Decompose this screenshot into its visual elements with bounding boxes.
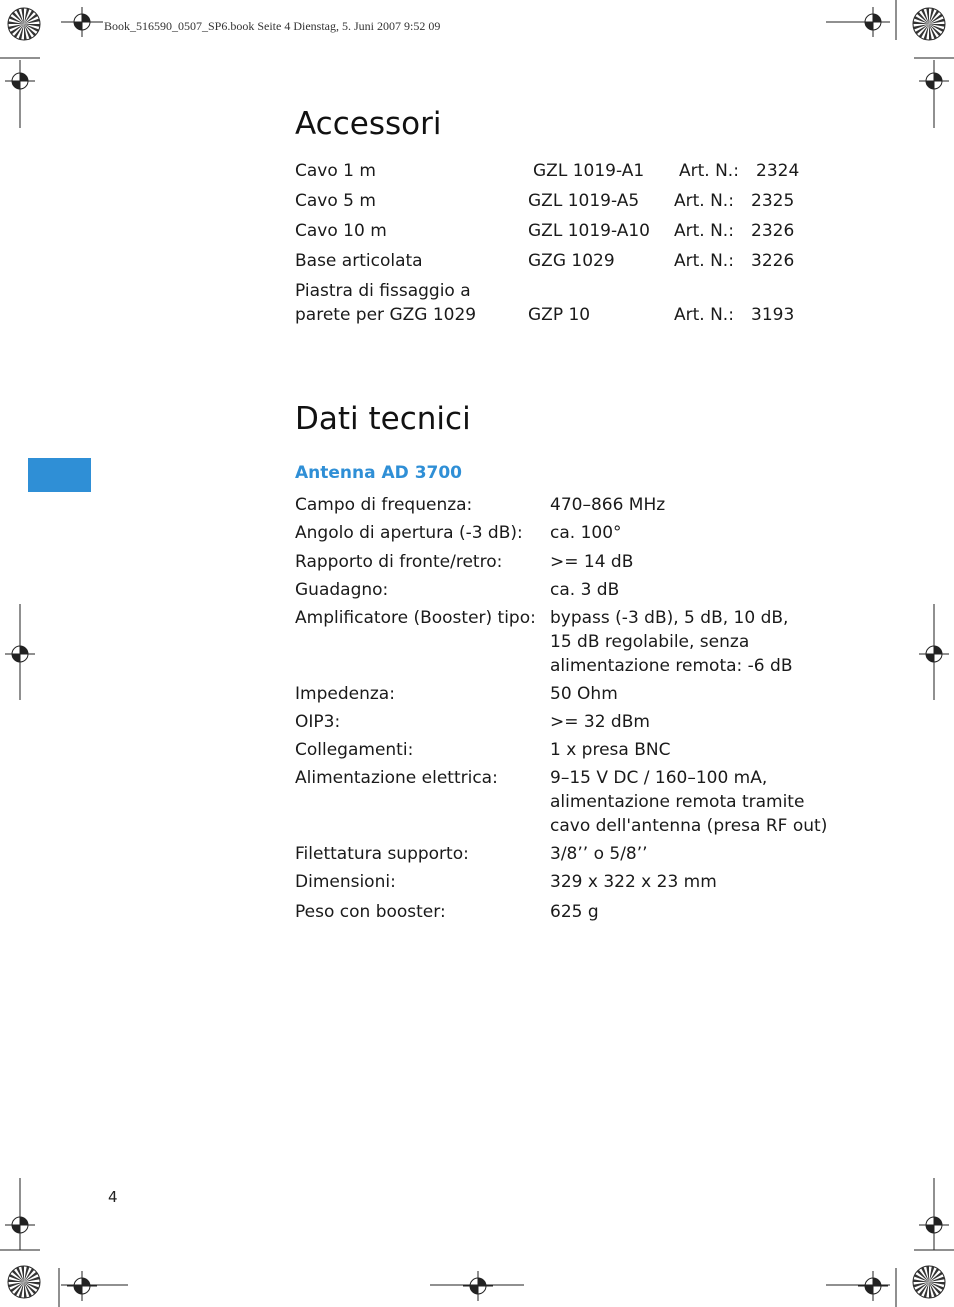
spec-label: Collegamenti: <box>295 740 414 760</box>
accessory-code: GZG 1029 <box>528 251 615 271</box>
star-target-mark <box>912 1265 946 1299</box>
spec-label: OIP3: <box>295 712 341 732</box>
accessory-code: GZL 1019-A10 <box>528 221 650 241</box>
star-target-mark <box>7 1265 41 1299</box>
accessory-code: GZL 1019-A5 <box>528 191 640 211</box>
specs-title: Dati tecnici <box>295 401 471 437</box>
crosshair-mark <box>919 66 949 96</box>
spec-value: >= 32 dBm <box>550 712 650 732</box>
accessory-art-no: 2326 <box>751 221 795 241</box>
spec-value: >= 14 dB <box>550 552 634 572</box>
accessory-art-label: Art. N.: <box>679 161 739 181</box>
chapter-tab-marker <box>28 458 91 492</box>
spec-value: alimentazione remota: -6 dB <box>550 656 793 676</box>
crosshair-mark <box>67 1271 97 1301</box>
spec-label: Alimentazione elettrica: <box>295 768 498 788</box>
spec-label: Amplificatore (Booster) tipo: <box>295 608 536 628</box>
accessory-art-label: Art. N.: <box>674 251 734 271</box>
spec-value: cavo dell'antenna (presa RF out) <box>550 816 828 836</box>
spec-value: alimentazione remota tramite <box>550 792 805 812</box>
accessory-art-no: 3226 <box>751 251 795 271</box>
spec-value: 9–15 V DC / 160–100 mA, <box>550 768 768 788</box>
spec-label: Filettatura supporto: <box>295 844 469 864</box>
spec-value: 470–866 MHz <box>550 495 666 515</box>
star-target-mark <box>7 7 41 41</box>
spec-value: 3/8’’ o 5/8’’ <box>550 844 648 864</box>
spec-value: bypass (-3 dB), 5 dB, 10 dB, <box>550 608 789 628</box>
accessory-art-no: 3193 <box>751 305 795 325</box>
crosshair-mark <box>5 66 35 96</box>
spec-label: Peso con booster: <box>295 902 446 922</box>
accessories-title: Accessori <box>295 106 442 142</box>
crosshair-mark <box>919 1210 949 1240</box>
accessory-art-label: Art. N.: <box>674 191 734 211</box>
spec-label: Guadagno: <box>295 580 389 600</box>
crosshair-mark <box>858 1271 888 1301</box>
spec-label: Dimensioni: <box>295 872 396 892</box>
spec-label: Rapporto di fronte/retro: <box>295 552 503 572</box>
accessory-art-label: Art. N.: <box>674 305 734 325</box>
accessory-name: Base articolata <box>295 251 423 271</box>
accessory-code: GZP 10 <box>528 305 591 325</box>
accessory-name: Cavo 5 m <box>295 191 376 211</box>
spec-value: 15 dB regolabile, senza <box>550 632 750 652</box>
print-header: Book_516590_0507_SP6.book Seite 4 Dienstag, 5. Juni 2007 9:52 09 <box>104 19 441 33</box>
crosshair-mark <box>5 639 35 669</box>
page-number: 4 <box>108 1188 118 1206</box>
crosshair-mark <box>463 1271 493 1301</box>
accessory-name: Piastra di fissaggio a <box>295 281 471 301</box>
spec-label: Impedenza: <box>295 684 395 704</box>
accessory-art-label: Art. N.: <box>674 221 734 241</box>
specs-subtitle: Antenna AD 3700 <box>295 463 463 483</box>
accessory-code: GZL 1019-A1 <box>533 161 645 181</box>
star-target-mark <box>912 7 946 41</box>
accessory-name: Cavo 10 m <box>295 221 387 241</box>
crosshair-mark <box>5 1210 35 1240</box>
spec-value: 1 x presa BNC <box>550 740 671 760</box>
crosshair-mark <box>67 7 97 37</box>
crosshair-mark <box>858 7 888 37</box>
spec-label: Campo di frequenza: <box>295 495 473 515</box>
accessory-name: Cavo 1 m <box>295 161 376 181</box>
accessory-art-no: 2325 <box>751 191 795 211</box>
accessory-name-line2: parete per GZG 1029 <box>295 305 477 325</box>
crosshair-mark <box>919 639 949 669</box>
spec-value: ca. 100° <box>550 523 622 543</box>
spec-value: 50 Ohm <box>550 684 618 704</box>
accessory-art-no: 2324 <box>756 161 800 181</box>
spec-label: Angolo di apertura (-3 dB): <box>295 523 523 543</box>
spec-value: 625 g <box>550 902 599 922</box>
spec-value: ca. 3 dB <box>550 580 620 600</box>
spec-value: 329 x 322 x 23 mm <box>550 872 717 892</box>
